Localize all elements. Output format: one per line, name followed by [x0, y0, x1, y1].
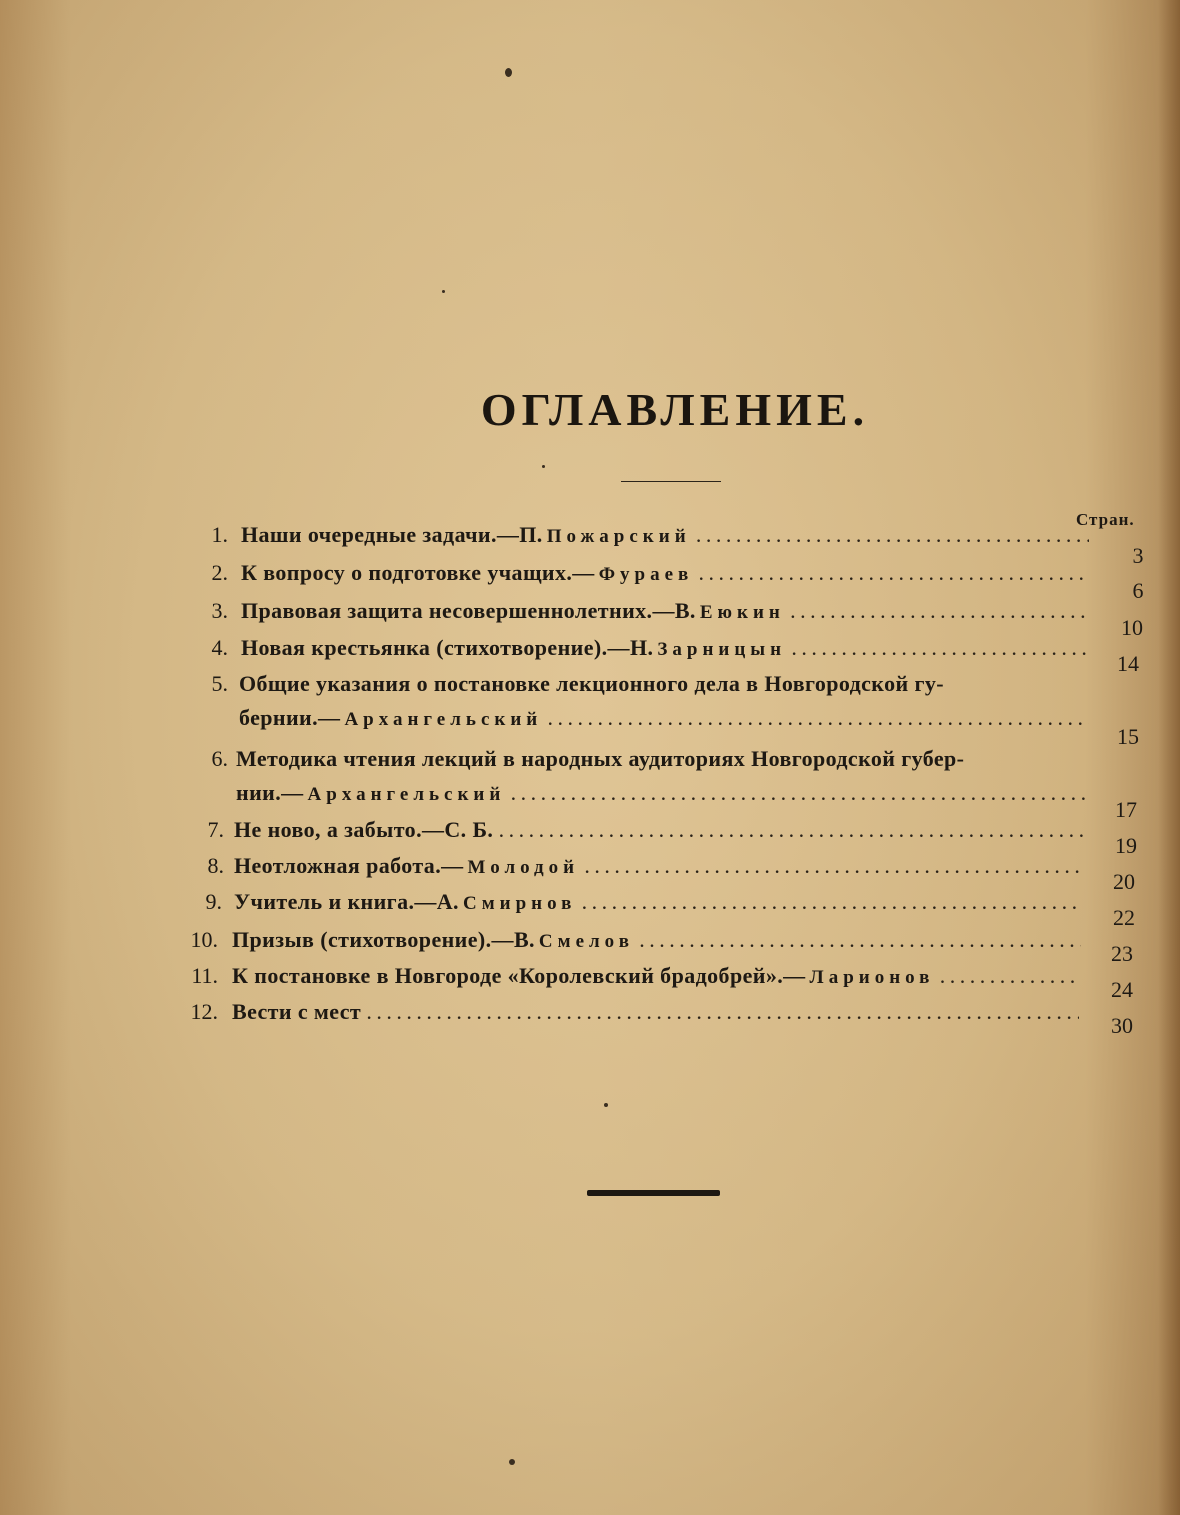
leader-dots: [792, 642, 1089, 660]
entry-title: Призыв (стихотворение).—В.: [232, 927, 535, 952]
entry-title: К постановке в Новгороде «Королевский брадобрей».—: [232, 963, 806, 988]
entry-number: 3.: [211, 598, 228, 623]
entry-page: 20: [1113, 869, 1135, 894]
entry-title: Новая крестьянка (стихотворение).—Н.: [241, 635, 654, 660]
toc-entry: [232, 963, 1081, 989]
toc-entry: [241, 522, 1089, 548]
entry-title: Учитель и книга.—А.: [234, 889, 459, 914]
toc-entry: [236, 746, 1089, 772]
leader-dots: [940, 970, 1081, 988]
leader-dots: [699, 567, 1089, 585]
entry-author: Смирнов: [462, 893, 577, 914]
entry-number: 1.: [211, 522, 228, 547]
entry-title: Правовая защита несовершеннолетних.—В.: [241, 598, 696, 623]
entry-title: Общие указания о постановке лекционного дела в Новгородской гу-: [239, 671, 944, 696]
entry-page: 17: [1115, 797, 1137, 822]
toc-entry: [241, 635, 1089, 661]
entry-title: К вопросу о подготовке учащих.—: [241, 560, 595, 585]
entry-title-continued: нии.—: [236, 780, 304, 805]
entry-page: 14: [1117, 651, 1139, 676]
entry-number: 4.: [211, 635, 228, 660]
closing-rule: [587, 1190, 720, 1196]
entry-page: 23: [1111, 941, 1133, 966]
entry-number: 5.: [211, 671, 228, 696]
entry-title: Вести с мест: [232, 999, 362, 1024]
leader-dots: [582, 896, 1083, 914]
toc-entry: [234, 889, 1083, 915]
leader-dots: [511, 787, 1089, 805]
leader-dots: [585, 860, 1085, 878]
entry-page: 6: [1132, 578, 1144, 603]
page-title: ОГЛАВЛЕНИЕ.: [480, 384, 870, 435]
entry-number: 10.: [190, 927, 218, 952]
entry-number: 2.: [211, 560, 228, 585]
entry-page: 15: [1117, 724, 1139, 749]
entry-number: 11.: [191, 963, 218, 988]
page-column-header: Стран.: [1076, 510, 1135, 529]
entry-title: Не ново, а забыто.—С. Б.: [234, 817, 494, 842]
entry-author: Пожарский: [546, 526, 691, 547]
leader-dots: [548, 712, 1089, 730]
entry-author: Еюкин: [699, 602, 785, 623]
entry-number: 9.: [205, 889, 222, 914]
toc-entry: [241, 598, 1089, 624]
leader-dots: [367, 1006, 1079, 1024]
entry-author: Смелов: [538, 931, 634, 952]
toc-entry: [232, 999, 1079, 1025]
toc-entry: [232, 927, 1081, 953]
entry-author: Фураев: [598, 564, 694, 585]
entry-page: 24: [1111, 977, 1133, 1002]
toc-entry: [234, 817, 1087, 843]
entry-title: Методика чтения лекций в народных аудиториях Новгородской губер-: [236, 746, 965, 771]
toc-entry: [241, 560, 1089, 586]
entry-page: 3: [1132, 543, 1144, 568]
entry-page: 19: [1115, 833, 1137, 858]
entry-page: 10: [1121, 615, 1143, 640]
entry-number: 7.: [207, 817, 224, 842]
entry-author: Архангельский: [344, 709, 543, 730]
entry-title: Наши очередные задачи.—П.: [241, 522, 543, 547]
entry-number: 8.: [207, 853, 224, 878]
entry-title: Неотложная работа.—: [234, 853, 464, 878]
entry-title-continued: бернии.—: [239, 705, 341, 730]
entry-number: 12.: [190, 999, 218, 1024]
toc-entry: [239, 671, 1089, 697]
toc-entry: [234, 853, 1085, 879]
entry-author: Молодой: [467, 857, 580, 878]
leader-dots: [697, 529, 1089, 547]
entry-author: Зарницын: [657, 639, 787, 660]
toc-entry-continuation: [236, 780, 1089, 806]
leader-dots: [791, 605, 1089, 623]
entry-author: Ларионов: [809, 967, 935, 988]
entry-author: Архангельский: [307, 784, 506, 805]
leader-dots: [499, 824, 1087, 842]
toc-entry-continuation: [239, 705, 1089, 731]
leader-dots: [640, 934, 1081, 952]
entry-page: 22: [1113, 905, 1135, 930]
entry-number: 6.: [211, 746, 228, 771]
entry-page: 30: [1111, 1013, 1133, 1038]
